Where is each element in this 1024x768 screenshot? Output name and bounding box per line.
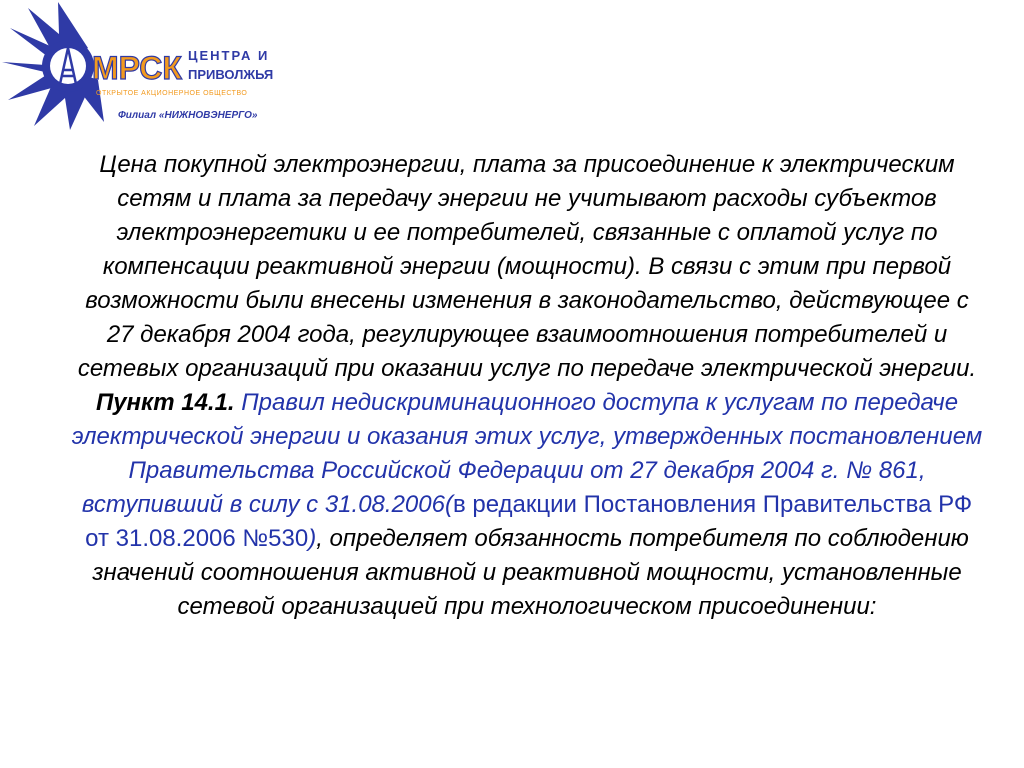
- logo-brand-text: МРСК: [92, 50, 182, 86]
- main-text-block: [70, 148, 984, 624]
- clause-tail: , определяет обязанность потребителя по соблюдению значений соотношения активной и реактивной мощности, установленные сетевой организацией при технологическом присоединении:: [92, 525, 969, 620]
- intro-paragraph: Цена покупной электроэнергии, плата за присоединение к электрическим сетям и плата за передачу энергии не учитывают расходы субъектов электроэнергетики и ее потребителей, связанные с оплатой услуг по компенсации реактивной энергии (мощности). В связи с этим при первой возможности были внесены изменения в законодательство, действующее с 27 декабря 2004 года, регулирующее взаимоотношения потребителей и сетевых организаций при оказании услуг по передаче электрической энергии.: [77, 151, 977, 382]
- closing-paren: ): [308, 525, 317, 552]
- edition-note: в редакции Постановления Правительства РФ от 31.08.2006 №530: [85, 491, 973, 552]
- rules-reference: Правил недискриминационного доступа к услугам по передаче электрической энергии и оказания этих услуг, утвержденных постановлением Правительства Российской Федерации от 27 декабря 2004 г. № 861, вступивший в силу с 31.08.2006(: [71, 389, 983, 518]
- sun-rays-emblem: [2, 2, 104, 130]
- clause-label: Пункт 14.1.: [95, 389, 235, 416]
- company-logo: [0, 0, 300, 132]
- logo-name-line1: ЦЕНТРА И: [188, 48, 270, 63]
- logo-branch-name: Филиал «НИЖНОВЭНЕРГО»: [118, 110, 258, 121]
- logo-subtitle: ОТКРЫТОЕ АКЦИОНЕРНОЕ ОБЩЕСТВО: [96, 90, 248, 97]
- logo-name-line2: ПРИВОЛЖЬЯ: [188, 67, 274, 82]
